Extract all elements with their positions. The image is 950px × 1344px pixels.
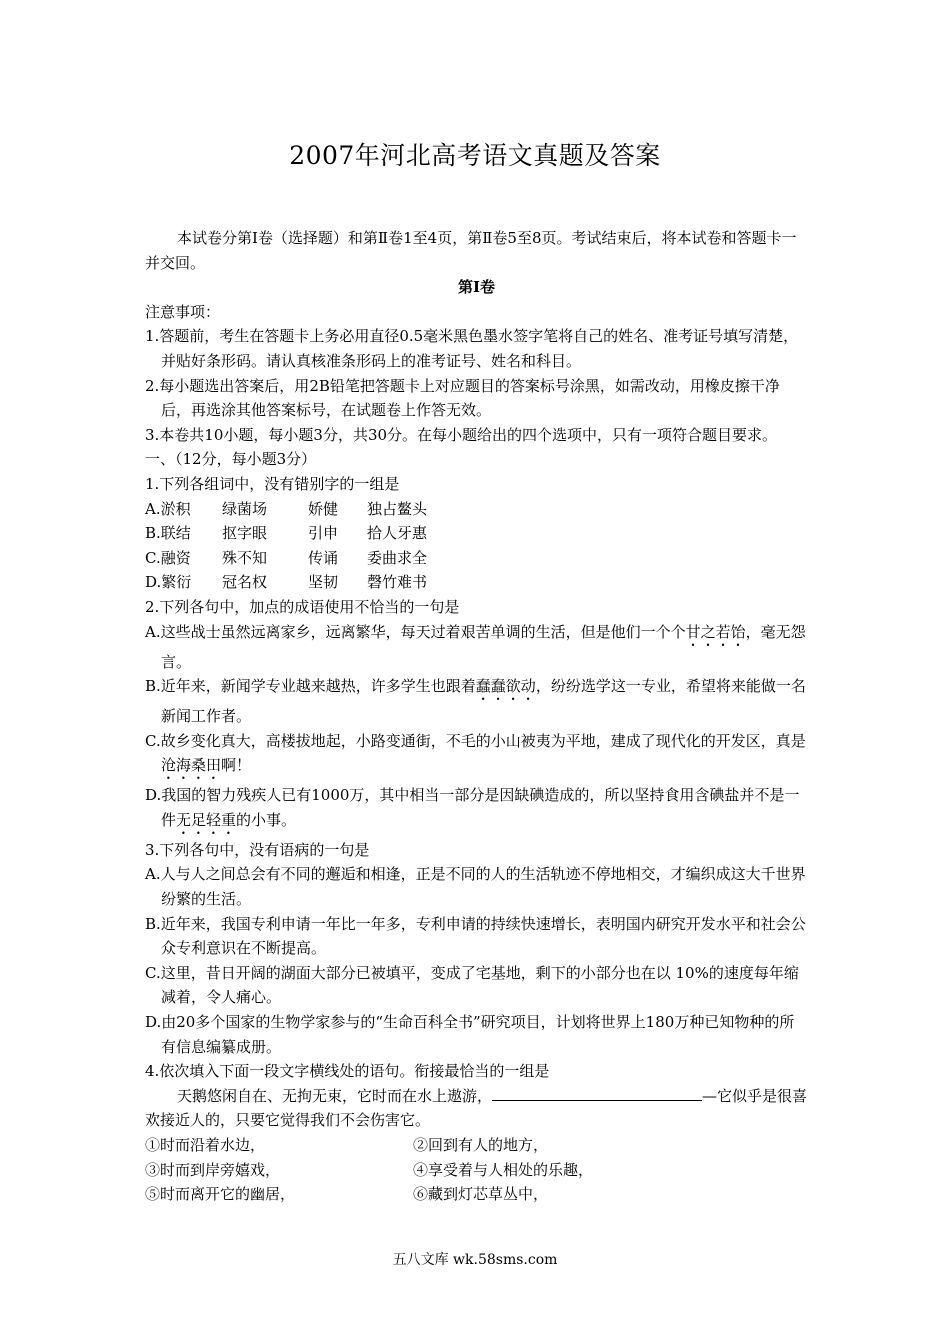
option-word: 拾人牙惠	[367, 524, 428, 543]
q4-choice-row	[145, 1133, 808, 1158]
part-heading: 一、（12分，每小题3分）	[145, 450, 317, 469]
choice-item: ⑤时而离开它的幽居，	[145, 1185, 296, 1204]
q1-option-a	[145, 497, 808, 522]
q4-choice-row	[145, 1158, 808, 1183]
intro-paragraph: 本试卷分第Ⅰ卷（选择题）和第Ⅱ卷1至4页，第Ⅱ卷5至8页。考试结束后，将本试卷和答题卡一并交回。	[145, 229, 797, 272]
option-text: B.近年来，新闻学专业越来越热，许多学生也跟着	[145, 677, 476, 696]
dotted-idiom: 甘之若饴	[685, 622, 746, 641]
q3-option-d: D.由20多个国家的生物学家参与的“生命百科全书”研究项目，计划将世界上180万种已知物种的所有信息编纂成册。	[145, 1013, 795, 1056]
question-4-stem: 4.依次填入下面一段文字横线处的语句。衔接最恰当的一组是	[145, 1062, 550, 1081]
passage-text: —它似乎是很喜欢接近人的，只要它觉得我们不会伤害它。	[145, 1086, 808, 1130]
option-word: A.淤积	[145, 499, 191, 518]
question-1-stem: 1.下列各组词中，没有错别字的一组是	[145, 474, 400, 493]
section-title: 第Ⅰ卷	[457, 278, 496, 297]
note-item: 2.每小题选出答案后，用2B铅笔把答题卡上对应题目的答案标号涂黑，如需改动，用橡皮擦干净后，再选涂其他答案标号，在试题卷上作答无效。	[145, 376, 780, 420]
q2-option-c	[145, 729, 808, 784]
option-text: D.我国的智力残疾人已有1000万，其中相当一部分是因缺碘造成的，所以坚持食用含碘盐并不是一件	[145, 786, 800, 829]
option-text: 啊！	[221, 756, 252, 775]
dotted-idiom: 沧海桑田	[161, 756, 222, 775]
note-item: 1.答题前，考生在答题卡上务必用直径0.5毫米黑色墨水签字笔将自己的姓名、准考证号填写清楚，并贴好条形码。请认真核准条形码上的准考证号、姓名和科目。	[145, 327, 799, 370]
option-word: 娇健	[308, 499, 339, 518]
choice-item: ④享受着与人相处的乐趣，	[413, 1160, 594, 1179]
option-word: 坚韧	[308, 573, 339, 592]
q3-option-b: B.近年来，我国专利申请一年比一年多，专利申请的持续快速增长，表明国内研究开发水平和社会公众专利意识在不断提高。	[145, 914, 806, 958]
choice-item: ⑥藏到灯芯草丛中，	[413, 1185, 549, 1204]
passage-text: 天鹅悠闲自在、无拘无束，它时而在水上遨游，	[177, 1086, 493, 1105]
notes-title: 注意事项：	[145, 302, 221, 321]
option-word: 传诵	[308, 548, 339, 567]
option-word: 引申	[308, 524, 339, 543]
document-body	[145, 226, 808, 1207]
q2-option-a	[145, 620, 808, 675]
q4-choice-row	[145, 1182, 808, 1207]
q4-passage	[145, 1084, 808, 1133]
option-word: 冠名权	[222, 573, 268, 592]
q1-option-b	[145, 521, 808, 546]
q1-option-d	[145, 570, 808, 595]
q1-option-c	[145, 546, 808, 571]
note-item: 3.本卷共10小题，每小题3分，共30分。在每小题给出的四个选项中，只有一项符合题目要求。	[145, 425, 778, 444]
q3-option-a: A.人与人之间总会有不同的邂逅和相逢，正是不同的人的生活轨迹不停地相交，才编织成这大千世界纷繁的生活。	[145, 865, 806, 909]
option-word: B.联结	[145, 524, 191, 543]
option-word: D.繁衍	[145, 573, 192, 592]
option-word: 磬竹难书	[367, 573, 428, 592]
page-footer: 五八文库 wk.58sms.com	[392, 1252, 558, 1268]
option-text: C.故乡变化真大，高楼拔地起，小路变通街，不毛的小山被夷为平地，建成了现代化的开发区，真是	[145, 731, 806, 750]
option-text: ，纷纷选学这一专业，希望将来能做一名新闻工作者。	[161, 677, 806, 726]
dotted-idiom: 蠢蠢欲动	[475, 677, 536, 696]
q2-option-b	[145, 674, 808, 729]
option-text: ，毫无怨言。	[161, 622, 806, 671]
option-text: 的小事。	[236, 810, 297, 829]
dotted-idiom: 无足轻重	[176, 810, 237, 829]
q3-option-c: C.这里，昔日开阔的湖面大部分已被填平，变成了宅基地，剩下的小部分也在以 10%的速度每年缩减着，令人痛心。	[145, 963, 799, 1007]
answer-blank	[492, 1086, 702, 1101]
choice-item: ③时而到岸旁嬉戏，	[145, 1160, 281, 1179]
question-2-stem: 2.下列各句中，加点的成语使用不恰当的一句是	[145, 597, 460, 616]
option-text: A.这些战士虽然远离家乡，远离繁华，每天过着艰苦单调的生活，但是他们一个个	[145, 622, 686, 641]
option-word: 独占鳌头	[367, 499, 428, 518]
document-title: 2007年河北高考语文真题及答案	[289, 141, 661, 170]
choice-item: ①时而沿着水边，	[145, 1136, 266, 1154]
question-3-stem: 3.下列各句中，没有语病的一句是	[145, 840, 370, 859]
option-word: 殊不知	[222, 548, 268, 567]
choice-item: ②回到有人的地方，	[413, 1136, 549, 1154]
option-word: 抠字眼	[222, 524, 268, 543]
option-word: C.融资	[145, 548, 191, 567]
option-word: 绿菌场	[222, 499, 268, 518]
q2-option-d	[145, 783, 808, 838]
option-word: 委曲求全	[367, 548, 428, 567]
